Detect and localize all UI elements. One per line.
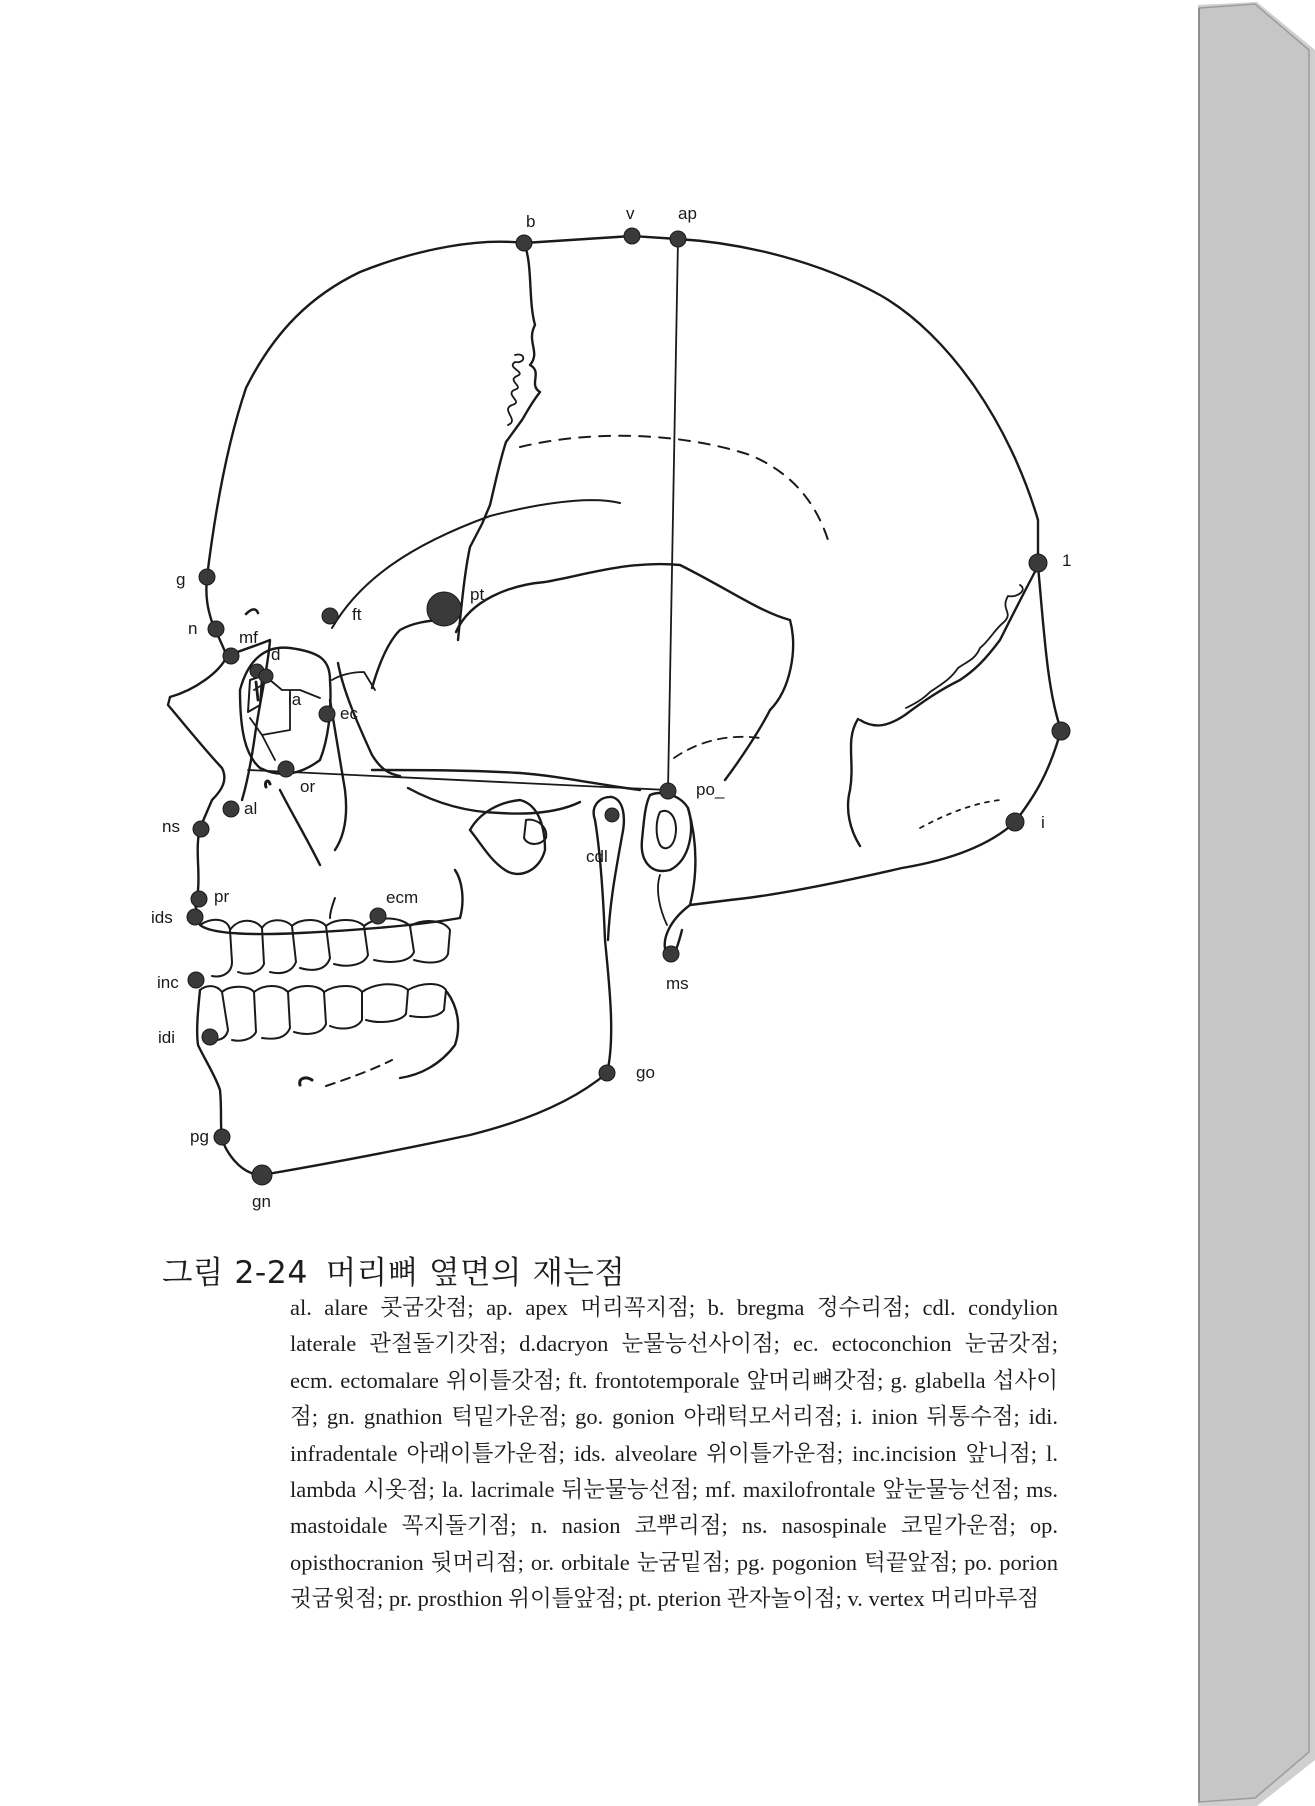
glossary-entry-l: l. lambda 시옷점;: [290, 1440, 1058, 1503]
inferior-temporal-line: [332, 500, 620, 628]
zygomatic-suture: [332, 672, 375, 690]
glossary-entry-pt: pt. pterion 관자놀이점;: [628, 1586, 848, 1612]
landmark-label-mf: mf: [239, 628, 258, 647]
landmark-label-la: la: [288, 690, 302, 709]
landmark-dot-ms: [663, 946, 679, 962]
cranial-vault-outline: [207, 236, 1061, 905]
mandible-inner-line: [400, 992, 458, 1078]
landmark-label-idi: idi: [158, 1028, 176, 1047]
landmark-dot-i: [1006, 813, 1024, 831]
landmark-label-ids: ids: [151, 908, 173, 927]
landmark-label-pr: pr: [214, 887, 230, 906]
figure-caption: [162, 1248, 1062, 1293]
landmark-dot-op: [1052, 722, 1070, 740]
glossary-entry-ap: ap. apex 머리꼭지점;: [486, 1295, 708, 1320]
landmark-label-go: go: [636, 1063, 655, 1082]
lambdoid-suture-waves: [906, 585, 1023, 708]
glossary-entry-mf: mf. maxilofrontale 앞눈물능선점;: [705, 1477, 1027, 1503]
nuchal-line: [920, 800, 1000, 828]
landmark-glossary: [290, 1290, 1058, 1618]
landmark-dot-l: [1029, 554, 1047, 572]
caption-heading: [162, 1248, 1062, 1293]
landmark-dot-idi: [202, 1029, 218, 1045]
landmark-dot-inc: [188, 972, 204, 988]
landmark-label-ms: ms: [666, 974, 689, 993]
landmark-dot-or: [278, 761, 294, 777]
sphenoid-wing: [372, 620, 443, 688]
brow-ridge-tip: [246, 609, 258, 614]
landmark-label-al: al: [244, 799, 258, 818]
lambdoid-suture: [860, 566, 1038, 725]
landmark-label-ns: ns: [162, 817, 180, 836]
glossary-entry-i: i. inion 뒤통수점;: [850, 1404, 1029, 1430]
squamosal-suture: [456, 564, 793, 780]
zygomatic-arch-lower: [408, 788, 580, 814]
glossary-entry-d: d.dacryon 눈물능선사이점;: [519, 1331, 794, 1357]
landmark-dot-ns: [193, 821, 209, 837]
mental-foramen: [300, 1078, 312, 1085]
glossary-entry-or: or. orbitale 눈굼밑점;: [530, 1549, 737, 1575]
landmark-label-b: b: [526, 212, 536, 231]
landmark-label-inc: inc: [157, 973, 179, 992]
glossary-entry-inc: inc.incision 앞니점;: [852, 1440, 1047, 1466]
landmark-dot-ids: [187, 909, 203, 925]
landmark-dot-b: [516, 235, 532, 251]
landmark-label-n: n: [188, 619, 198, 638]
coronal-suture-waves: [508, 355, 523, 425]
coronal-suture: [458, 243, 540, 640]
glossary-entry-g: g. glabella 섭사이점;: [290, 1367, 1058, 1430]
glossary-entry-ms: ms. mastoidale 꼭지돌기점;: [290, 1477, 1059, 1539]
landmark-dot-ec: [319, 706, 335, 722]
glossary-entry-op: op. opisthocranion 뒷머리점;: [290, 1513, 1058, 1575]
meatus-inner: [657, 811, 676, 848]
landmark-dot-ft: [322, 608, 338, 624]
landmark-dot-po: [660, 783, 676, 799]
styloid-detail: [658, 875, 667, 925]
lacrimal-fossa: [256, 682, 258, 700]
glossary-entry-pg: pg. pogonion 턱끝앞점;: [736, 1549, 965, 1575]
glossary-entry-pr: pr. prosthion 위이틀앞점;: [388, 1586, 629, 1612]
glossary-entry-b: b. bregma 정수리점;: [707, 1295, 923, 1320]
landmark-dot-d2: [259, 669, 273, 683]
landmark-label-v: v: [626, 204, 635, 223]
caption-number: 그림 2-24: [162, 1255, 308, 1291]
landmark-dot-pr: [191, 891, 207, 907]
landmark-label-l: 1: [1062, 551, 1072, 570]
landmark-dot-n: [208, 621, 224, 637]
glossary-entry-go: go. gonion 아래턱모서리점;: [575, 1404, 851, 1430]
glossary-entry-ecm: ecm. ectomalare 위이틀갓점;: [290, 1367, 569, 1393]
landmark-label-pg: pg: [190, 1127, 209, 1146]
landmark-dot-mf: [223, 648, 239, 664]
landmark-dot-pt: [427, 592, 461, 626]
landmark-label-ap: ap: [678, 204, 697, 223]
glossary-entry-po: po. porion 귓굼윗점;: [290, 1549, 1058, 1612]
glossary-entry-gn: gn. gnathion 턱밑가운점;: [326, 1404, 576, 1430]
mental-dash: [326, 1060, 392, 1086]
landmark-dot-al: [223, 801, 239, 817]
landmark-dot-pg: [214, 1129, 230, 1145]
glossary-entry-ids: ids. alveolare 위이틀가운점;: [573, 1440, 853, 1466]
lower-dentition: [200, 984, 446, 1041]
infraorbital-foramen: [265, 781, 270, 787]
mandible-outline: [197, 820, 611, 1175]
landmark-label-po: po_: [696, 780, 725, 799]
glossary-entry-idi: idi. infradentale 아래이틀가운점;: [290, 1404, 1058, 1466]
glossary-entry-ns: ns. nasospinale 코밑가운점;: [741, 1513, 1030, 1539]
landmark-label-cdl: cdl: [586, 847, 608, 866]
glossary-entry-cdl: cdl. condylion laterale 관절돌기갓점;: [290, 1295, 1058, 1357]
landmark-label-ecm: ecm: [386, 888, 419, 907]
external-acoustic-meatus: [642, 793, 691, 871]
caption-title: 머리뼈 옆면의 재는점: [325, 1255, 626, 1291]
landmark-dot-v: [624, 228, 640, 244]
occipitomastoid-line: [848, 719, 860, 846]
landmark-label-or: or: [300, 777, 316, 796]
ecm-curve: [330, 898, 335, 918]
landmark-dot-gn: [252, 1165, 272, 1185]
apex-porion-line: [668, 239, 678, 790]
landmark-dot-g: [199, 569, 215, 585]
landmark-dot-ap: [670, 231, 686, 247]
glossary-entry-al: al. alare 콧굼갓점;: [290, 1295, 487, 1320]
landmark-label-gn: gn: [252, 1192, 271, 1211]
glossary-entry-la: la. lacrimale 뒤눈물능선점;: [441, 1477, 706, 1503]
upper-dentition: [200, 919, 450, 977]
glossary-entry-ft: ft. frontotemporale 앞머리뼈갓점;: [568, 1367, 891, 1393]
landmark-label-i: i: [1041, 813, 1045, 832]
glossary-entry-v: v. vertex 머리마루점: [847, 1586, 1039, 1612]
landmark-label-d: d: [271, 645, 281, 664]
glossary-entry-ec: ec. ectoconchion 눈굼갓점;: [793, 1331, 1058, 1357]
landmark-dot-go: [599, 1065, 615, 1081]
landmark-label-ft: ft: [352, 605, 362, 624]
landmark-label-pt: pt: [470, 585, 485, 604]
maxilla-outline: [280, 790, 320, 865]
landmark-dot-ecm: [370, 908, 386, 924]
landmark-label-ec: ec: [340, 704, 358, 723]
glossary-entry-n: n. nasion 코뿌리점;: [530, 1513, 742, 1539]
landmark-dot-cdl: [605, 808, 619, 822]
landmark-label-g: g: [176, 570, 186, 589]
